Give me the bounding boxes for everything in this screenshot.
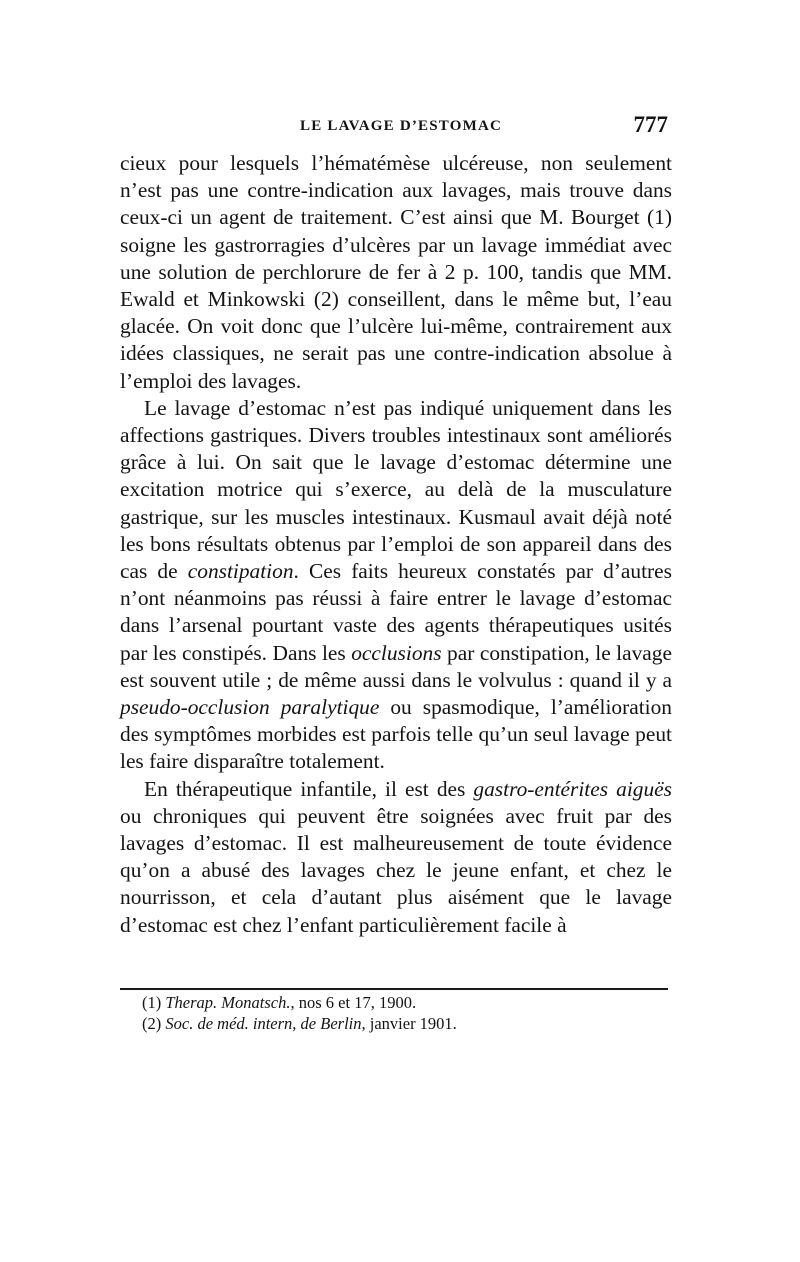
paragraph-1-text: cieux pour lesquels l’hématémèse ulcéreuse, non seulement n’est pas une contre-indication aux lavages, mais trouve dans ceux-ci un agent de traitement. C’est ainsi que M. Bourget (1) soigne les gastrorragies d’ulcères par un lavage immédiat avec une solution de perchlorure de fer à 2 p. 100, tandis que MM. Ewald et Minkowski (2) conseillent, dans le même but, l’eau glacée. On voit donc que l’ulcère lui-même, contrairement aux idées classiques, ne serait pas une contre-indication absolue à l’emploi des lavages. xyxy=(120,151,672,393)
paragraph-3-text-a: En thérapeutique infantile, il est des xyxy=(144,776,474,801)
page-number: 777 xyxy=(633,112,668,137)
paragraph-2 xyxy=(120,395,672,776)
paragraph-1 xyxy=(120,150,672,395)
footnote-2-detail: , janvier 1901. xyxy=(361,1014,457,1033)
paragraph-2-text-c: par constipation, le lavage est souvent utile ; de même aussi dans le volvulus : quand il y a xyxy=(120,640,672,692)
footnote-1 xyxy=(142,992,662,1013)
paragraph-3 xyxy=(120,776,672,939)
emphasis-gastro-enterites: gastro-entérites aiguës xyxy=(473,776,672,801)
footnote-2 xyxy=(142,1013,662,1034)
footnote-1-source: Therap. Monatsch. xyxy=(165,993,291,1012)
footnote-1-number: (1) xyxy=(142,993,166,1012)
footnote-rule xyxy=(120,988,668,990)
emphasis-constipation: constipation xyxy=(187,559,294,584)
footnote-2-number: (2) xyxy=(142,1014,166,1033)
running-title: LE LAVAGE D’ESTOMAC xyxy=(300,118,503,134)
footnote-2-source: Soc. de méd. intern, de Berlin xyxy=(165,1014,362,1033)
body-text xyxy=(120,150,672,939)
paragraph-2-text-b: . Ces faits heureux constatés par d’autres n’ont néanmoins pas réussi à faire entrer le lavage d’estomac dans l’arsenal pourtant vaste des agents thérapeutiques usités par les constipés. Dans les xyxy=(120,559,672,665)
paragraph-3-text-b: ou chroniques qui peuvent être soignées avec fruit par des lavages d’estomac. Il est malheureusement de toute évidence qu’on a abusé des lavages chez le jeune enfant, et chez le nourrisson, et cela d’autant plus aisément que le lavage d’estomac est chez l’enfant particulièrement facile à xyxy=(120,803,672,937)
emphasis-pseudo-occlusion: pseudo-occlusion paralytique xyxy=(120,695,380,720)
footnotes xyxy=(142,992,662,1034)
paragraph-2-text-d: ou spasmodique, l’amélioration des symptômes morbides est parfois telle qu’un seul lavage peut les faire disparaître totalement. xyxy=(120,695,672,774)
paragraph-2-text-a: Le lavage d’estomac n’est pas indiqué uniquement dans les affections gastriques. Divers troubles intestinaux sont améliorés grâce à lui. On sait que le lavage d’estomac détermine une excitation motrice qui s’exerce, au delà de la musculature gastrique, sur les muscles intestinaux. Kusmaul avait déjà noté les bons résultats obtenus par l’emploi de son appareil dans des cas de xyxy=(120,395,672,584)
emphasis-occlusions: occlusions xyxy=(351,640,442,665)
footnote-1-detail: , nos 6 et 17, 1900. xyxy=(290,993,417,1012)
running-header xyxy=(120,112,672,146)
